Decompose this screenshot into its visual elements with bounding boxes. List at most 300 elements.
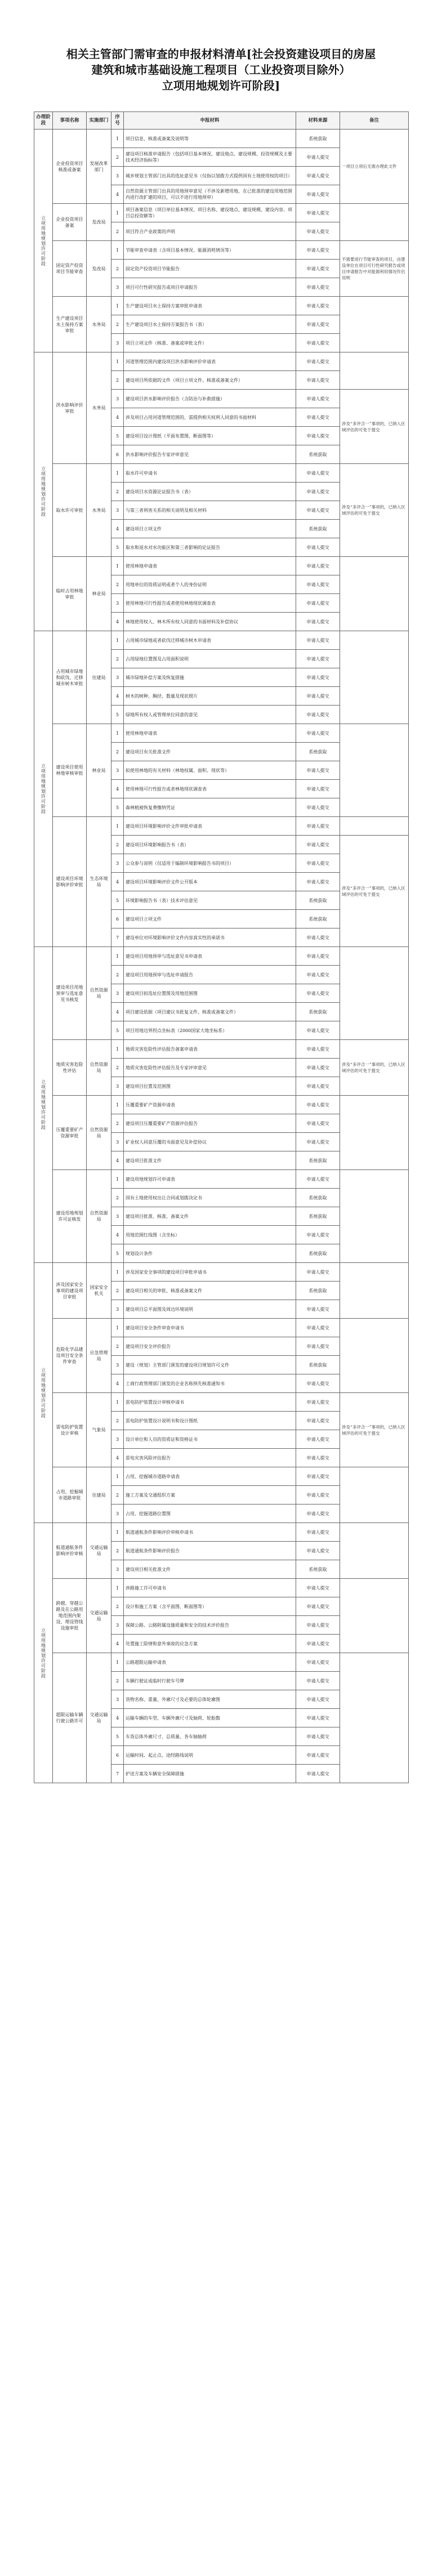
material-cell: 项目备案信息（项目单位基本情况、项目名称、建设地点、建设规模、建设内容、项目总投资额等） [124, 204, 296, 222]
material-cell: 树木的树种、胸径、数量及现状照片 [124, 687, 296, 706]
row-no: 2 [111, 1486, 124, 1504]
source-cell: 申请人提交 [296, 1263, 340, 1282]
row-no: 3 [111, 761, 124, 780]
header-stage: 办理阶段 [34, 112, 53, 130]
source-cell: 系统获取 [296, 1356, 340, 1374]
row-no: 1 [111, 1523, 124, 1542]
row-no: 1 [111, 1467, 124, 1486]
source-cell: 申请人提交 [296, 928, 340, 947]
table-row [34, 1319, 409, 1337]
material-cell: 建设项目用地预审与选址申请报告 [124, 966, 296, 984]
row-no: 4 [111, 1449, 124, 1467]
source-cell: 系统获取 [296, 1189, 340, 1207]
dept-cell: 水务局 [87, 297, 111, 352]
row-no: 5 [111, 538, 124, 557]
item-cell: 企业投资项目备案 [53, 204, 87, 241]
item-cell: 建设项目环境影响评价审批 [53, 817, 87, 947]
source-cell: 申请人提交 [296, 1040, 340, 1059]
material-cell: 建设项目设计图纸（平面布置图、断面图等） [124, 427, 296, 445]
material-cell: 地质灾害危险性评估报告及专家评审意见 [124, 1059, 296, 1077]
title-line-2: 建筑和城市基础设施工程项目（工业投资项目除外） [91, 63, 351, 77]
source-cell: 申请人提交 [296, 315, 340, 334]
source-cell: 申请人提交 [296, 204, 340, 222]
dept-cell: 发改局 [87, 241, 111, 297]
row-no: 1 [111, 557, 124, 575]
source-cell: 申请人提交 [296, 483, 340, 501]
row-no: 3 [111, 501, 124, 520]
table-row [34, 241, 409, 260]
source-cell: 申请人提交 [296, 1300, 340, 1319]
source-cell: 申请人提交 [296, 1393, 340, 1412]
source-cell: 申请人提交 [296, 966, 340, 984]
material-cell: 取水许可申请书 [124, 464, 296, 483]
row-no: 7 [111, 928, 124, 947]
row-no: 1 [111, 1579, 124, 1597]
row-no: 2 [111, 743, 124, 761]
material-cell: 项目可行性研究报告或项目申请报告 [124, 278, 296, 297]
material-cell: 用地范围红线图（含坐标） [124, 1226, 296, 1244]
row-no: 3 [111, 1133, 124, 1151]
row-no: 1 [111, 817, 124, 836]
dept-cell: 交通运输局 [87, 1579, 111, 1653]
remark-cell: 不需要进行节能审查的项目，由建设单位在项目可行性研究报告或项目申请报告中对能源利用情况作出说明 [340, 241, 409, 297]
row-no: 2 [111, 575, 124, 594]
row-no: 1 [111, 1170, 124, 1189]
material-cell: 环境影响报告书（表）技术评估意见 [124, 891, 296, 910]
title-line-1: 相关主管部门需审查的申报材料清单[社会投资建设项目的房屋 [66, 47, 376, 61]
material-cell: 与第三者利害关系的相关说明及相关材料 [124, 501, 296, 520]
material-cell: 建设项目所依据的文件（项目立项文件、核准或备案文件） [124, 371, 296, 390]
row-no: 2 [111, 1282, 124, 1300]
row-no: 3 [111, 1690, 124, 1709]
material-cell: 使用林地申请表 [124, 557, 296, 575]
item-cell: 占用城市绿地和砍伐、迁移城市树木审批 [53, 631, 87, 724]
source-cell: 申请人提交 [296, 501, 340, 520]
source-cell: 系统获取 [296, 743, 340, 761]
material-cell: 森林植被恢复费缴纳凭证 [124, 798, 296, 817]
material-cell: 航道通航条件影响评价审核申请书 [124, 1523, 296, 1542]
material-cell: 建设项目相关批准文件 [124, 1560, 296, 1579]
source-cell: 申请人提交 [296, 334, 340, 352]
remark-cell [340, 631, 409, 724]
material-cell: 运输车辆的车型、车辆外廓尺寸及轴荷、轮胎数 [124, 1709, 296, 1727]
material-cell: 建设项目核准申请报告（包括项目基本情况、建设地点、建设规模、投资规模及主要技术经济指标等） [124, 148, 296, 167]
material-cell: 项目立项文件（核准、备案或审批文件） [124, 334, 296, 352]
row-no: 3 [111, 278, 124, 297]
source-cell: 系统获取 [296, 1207, 340, 1226]
row-no: 3 [111, 1430, 124, 1449]
table-row [34, 631, 409, 650]
material-cell: 林地使用权人、林木所有权人同意的书面材料及补偿协议 [124, 613, 296, 631]
material-cell: 建设项目水资源论证报告书（表） [124, 483, 296, 501]
item-cell: 危险化学品建设项目安全条件审查 [53, 1319, 87, 1393]
row-no: 4 [111, 613, 124, 631]
source-cell: 申请人提交 [296, 222, 340, 241]
source-cell: 申请人提交 [296, 854, 340, 873]
material-cell: 涉及国家安全事项的建设项目审批申请书 [124, 1263, 296, 1282]
stage-label: 立项用地规划许可阶段 [41, 764, 46, 814]
dept-cell: 水务局 [87, 464, 111, 557]
material-cell: 建设项目批准、核准、备案文件 [124, 1207, 296, 1226]
row-no: 4 [111, 1151, 124, 1170]
source-cell: 申请人提交 [296, 1021, 340, 1040]
item-cell: 建设项目用地预审与选址意见书核发 [53, 947, 87, 1040]
source-cell: 申请人提交 [296, 687, 340, 706]
table-row [34, 1653, 409, 1672]
material-cell: 城乡规划主管部门出具的选址意见书（仅指以划拨方式提供国有土地使用权的项目） [124, 167, 296, 185]
material-cell: 运输时间、起止点、途经路线说明 [124, 1746, 296, 1765]
table-row [34, 1096, 409, 1114]
material-cell: 建设项目环境影响评价文件公开版本 [124, 873, 296, 891]
source-cell: 系统获取 [296, 130, 340, 148]
item-cell: 固定资产投资项目节能审查 [53, 241, 87, 297]
row-no: 5 [111, 706, 124, 724]
item-cell: 建设项目使用林地审核审批 [53, 724, 87, 817]
material-cell: 建设项目相关的审批、核准或备案文件 [124, 1282, 296, 1300]
material-cell: 建设项目批准文件 [124, 1151, 296, 1170]
row-no: 6 [111, 1746, 124, 1765]
row-no: 4 [111, 873, 124, 891]
row-no: 5 [111, 1021, 124, 1040]
source-cell: 申请人提交 [296, 761, 340, 780]
material-cell: 建设项目安全条件审查申请书 [124, 1319, 296, 1337]
remark-cell [340, 817, 409, 836]
remark-cell [340, 1170, 409, 1263]
document-title [34, 46, 408, 93]
row-no: 4 [111, 185, 124, 204]
row-no: 3 [111, 984, 124, 1003]
remark-cell: 一项目立项后无需办理此文件 [340, 130, 409, 204]
remark-cell [340, 1523, 409, 1579]
source-cell: 申请人提交 [296, 1597, 340, 1616]
material-cell: 护送方案及车辆安全保障措施 [124, 1765, 296, 1783]
row-no: 1 [111, 1096, 124, 1114]
material-cell: 固定资产投资项目节能报告 [124, 260, 296, 278]
row-no: 4 [111, 687, 124, 706]
row-no: 5 [111, 427, 124, 445]
material-cell: 处置施工险情和意外事故的应急方案 [124, 1635, 296, 1653]
material-cell: 矿业权人同意压覆的书面意见及补偿协议 [124, 1133, 296, 1151]
source-cell: 申请人提交 [296, 873, 340, 891]
row-no: 2 [111, 1672, 124, 1690]
remark-cell [340, 557, 409, 631]
header-item: 事项名称 [53, 112, 87, 130]
header-row [34, 112, 409, 130]
material-cell: 公众参与说明（仅适用于编制环境影响报告书的项目） [124, 854, 296, 873]
source-cell: 申请人提交 [296, 167, 340, 185]
row-no: 2 [111, 1189, 124, 1207]
row-no: 3 [111, 1077, 124, 1096]
source-cell: 申请人提交 [296, 575, 340, 594]
table-row [34, 557, 409, 575]
material-cell: 雷电防护装置设计说明书和设计图纸 [124, 1412, 296, 1430]
dept-cell: 应急管理局 [87, 1319, 111, 1393]
row-no: 6 [111, 910, 124, 928]
row-no: 2 [111, 260, 124, 278]
material-cell: 建设用地规划许可申请表 [124, 1170, 296, 1189]
remark-cell [340, 724, 409, 817]
material-cell: 车辆行驶证或临时行驶车号牌 [124, 1672, 296, 1690]
source-cell: 申请人提交 [296, 1765, 340, 1783]
material-cell: 建设项目安全评价报告 [124, 1337, 296, 1356]
source-cell: 系统获取 [296, 1244, 340, 1263]
remark-cell [340, 1263, 409, 1319]
material-cell: 涉路施工许可申请书 [124, 1579, 296, 1597]
source-cell: 申请人提交 [296, 1727, 340, 1746]
material-cell: 地质灾害危险性评估报告备案申请表 [124, 1040, 296, 1059]
table-row [34, 1170, 409, 1189]
row-no: 5 [111, 1727, 124, 1746]
dept-cell: 发展改革部门 [87, 130, 111, 204]
material-cell: 建设项目位置及范围图 [124, 1077, 296, 1096]
material-cell: 建设单位对环境影响评价文件内容真实性的承诺书 [124, 928, 296, 947]
material-cell: 建设项目压覆重要矿产资源评估报告 [124, 1114, 296, 1133]
source-cell: 申请人提交 [296, 1690, 340, 1709]
material-cell: 建设项目有关批准文件 [124, 743, 296, 761]
row-no: 4 [111, 1374, 124, 1393]
stage-cell [34, 1523, 53, 1783]
row-no: 1 [111, 724, 124, 743]
item-cell: 取水许可审批 [53, 464, 87, 557]
row-no: 2 [111, 371, 124, 390]
material-cell: 保障公路、公路附属设施质量和安全的技术评价报告 [124, 1616, 296, 1635]
material-cell: 建设项目拟选址位置图及用地范围图 [124, 984, 296, 1003]
source-cell: 系统获取 [296, 1560, 340, 1579]
remark-cell [340, 947, 409, 1040]
material-cell: 占用城市绿地或者砍伐迁移城市树木申请表 [124, 631, 296, 650]
source-cell: 申请人提交 [296, 947, 340, 966]
source-cell: 申请人提交 [296, 408, 340, 427]
material-cell: 使用林地申请表 [124, 724, 296, 743]
row-no: 5 [111, 798, 124, 817]
material-cell: 使用林地可行性报告或者使用林地现状调查表 [124, 594, 296, 613]
material-cell: 项目符合产业政策的声明 [124, 222, 296, 241]
dept-cell: 发改局 [87, 204, 111, 241]
dept-cell: 自然资源局 [87, 1170, 111, 1263]
dept-cell: 住建局 [87, 1467, 111, 1523]
row-no: 2 [111, 1412, 124, 1430]
source-cell: 系统获取 [296, 1282, 340, 1300]
source-cell: 系统获取 [296, 891, 340, 910]
item-cell: 建设用地规划许可证核发 [53, 1170, 87, 1263]
source-cell: 申请人提交 [296, 352, 340, 371]
row-no: 3 [111, 334, 124, 352]
row-no: 1 [111, 631, 124, 650]
source-cell: 申请人提交 [296, 241, 340, 260]
row-no: 1 [111, 241, 124, 260]
material-cell: 航道通航条件影响评价报告 [124, 1542, 296, 1560]
material-cell: 建设项目洪水影响评价报告（含防治与补救措施） [124, 390, 296, 408]
source-cell: 申请人提交 [296, 1114, 340, 1133]
material-cell: 货物名称、重量、外廓尺寸及必要的总体轮廓图 [124, 1690, 296, 1709]
source-cell: 申请人提交 [296, 724, 340, 743]
remark-cell: 涉及“多评合一”事项的，已纳入区域评估的可免于提交 [340, 836, 409, 947]
row-no: 2 [111, 836, 124, 854]
stage-cell [34, 947, 53, 1263]
header-remark: 备注 [340, 112, 409, 130]
material-cell: 占用、挖掘城市道路申请表 [124, 1467, 296, 1486]
row-no: 4 [111, 408, 124, 427]
item-cell: 地质灾害危险性评估 [53, 1040, 87, 1096]
material-cell: 设计和施工方案（含平面图、断面图等） [124, 1597, 296, 1616]
table-row [34, 297, 409, 315]
material-cell: 建设项目立项文件 [124, 520, 296, 538]
row-no: 2 [111, 650, 124, 668]
material-cell: 雷电灾害风险评估报告 [124, 1449, 296, 1467]
source-cell: 申请人提交 [296, 1635, 340, 1653]
remark-cell [340, 1096, 409, 1170]
dept-cell: 国家安全机关 [87, 1263, 111, 1319]
source-cell: 申请人提交 [296, 538, 340, 557]
source-cell: 申请人提交 [296, 1504, 340, 1523]
table-row [34, 352, 409, 371]
source-cell: 申请人提交 [296, 817, 340, 836]
dept-cell: 气象局 [87, 1393, 111, 1467]
row-no: 2 [111, 966, 124, 984]
source-cell: 申请人提交 [296, 1077, 340, 1096]
row-no: 1 [111, 1393, 124, 1412]
material-cell: 雷电防护装置设计审核申请书 [124, 1393, 296, 1412]
header-dept: 实施部门 [87, 112, 111, 130]
material-cell: 城市绿地补偿方案及恢复措施 [124, 668, 296, 687]
source-cell: 申请人提交 [296, 1170, 340, 1189]
row-no: 3 [111, 1504, 124, 1523]
source-cell: 申请人提交 [296, 371, 340, 390]
item-cell: 雷电防护装置设计审核 [53, 1393, 87, 1467]
item-cell: 生产建设项目水土保持方案审批 [53, 297, 87, 352]
row-no: 3 [111, 594, 124, 613]
source-cell: 申请人提交 [296, 1486, 340, 1504]
row-no: 2 [111, 483, 124, 501]
row-no: 1 [111, 1040, 124, 1059]
header-source: 材料来源 [296, 112, 340, 130]
source-cell: 申请人提交 [296, 464, 340, 483]
source-cell: 系统获取 [296, 445, 340, 464]
source-cell: 申请人提交 [296, 1374, 340, 1393]
source-cell: 申请人提交 [296, 668, 340, 687]
table-row [34, 204, 409, 222]
row-no: 3 [111, 1560, 124, 1579]
material-cell: 使用林地可行性报告或者林地现状调查表 [124, 780, 296, 798]
stage-cell [34, 352, 53, 631]
stage-label: 立项用地规划许可阶段 [41, 466, 46, 517]
source-cell: 系统获取 [296, 520, 340, 538]
table-row [34, 817, 409, 836]
item-cell: 洪水影响评价审批 [53, 352, 87, 464]
source-cell: 系统获取 [296, 910, 340, 928]
source-cell: 申请人提交 [296, 1616, 340, 1635]
row-no: 3 [111, 1356, 124, 1374]
remark-cell [340, 1319, 409, 1393]
remark-cell: 涉及“多评合一”事项的，已纳入区域评估的可免于提交 [340, 464, 409, 557]
row-no: 4 [111, 780, 124, 798]
row-no: 3 [111, 1616, 124, 1635]
dept-cell: 自然资源局 [87, 1040, 111, 1096]
dept-cell: 自然资源局 [87, 947, 111, 1040]
row-no: 6 [111, 445, 124, 464]
material-cell: 自然资源主管部门出具的用地预审意见（不涉及新增用地，在已批准的建设用地范围内进行改扩建的项目，可以不进行用地预审） [124, 185, 296, 204]
table-row [34, 1393, 409, 1412]
row-no: 4 [111, 1003, 124, 1021]
source-cell: 申请人提交 [296, 427, 340, 445]
source-cell: 申请人提交 [296, 297, 340, 315]
table-row [34, 1579, 409, 1597]
row-no: 3 [111, 854, 124, 873]
row-no: 7 [111, 1765, 124, 1783]
row-no: 2 [111, 222, 124, 241]
row-no: 1 [111, 1263, 124, 1282]
dept-cell: 交通运输局 [87, 1653, 111, 1783]
material-cell: 建设项目立项文件 [124, 910, 296, 928]
materials-table [34, 111, 409, 1783]
row-no: 4 [111, 1226, 124, 1244]
source-cell: 申请人提交 [296, 148, 340, 167]
source-cell: 系统获取 [296, 1003, 340, 1021]
item-cell: 压覆重要矿产资源审批 [53, 1096, 87, 1170]
row-no: 1 [111, 464, 124, 483]
source-cell: 申请人提交 [296, 1059, 340, 1077]
source-cell: 申请人提交 [296, 1449, 340, 1467]
row-no: 2 [111, 148, 124, 167]
dept-cell: 自然资源局 [87, 1096, 111, 1170]
material-cell: 建设项目总平面图及周边环境说明 [124, 1300, 296, 1319]
remark-cell [340, 297, 409, 352]
material-cell: 施工方案及交通组织方案 [124, 1486, 296, 1504]
row-no: 2 [111, 315, 124, 334]
materials-sheet [34, 111, 408, 2531]
source-cell: 申请人提交 [296, 836, 340, 854]
row-no: 2 [111, 1059, 124, 1077]
source-cell: 申请人提交 [296, 1430, 340, 1449]
material-cell: 项目建设依据（项目建议书批复文件、核准或备案文件） [124, 1003, 296, 1021]
material-cell: 设计单位和人员的资质证和资格证书 [124, 1430, 296, 1449]
material-cell: 压覆重要矿产资源申请表 [124, 1096, 296, 1114]
material-cell: 涉及项目占用河道管理范围的，需提供相关权利人同意的书面材料 [124, 408, 296, 427]
table-row [34, 1523, 409, 1542]
material-cell: 节能审查申请表（含项目基本情况、能源消耗情况等） [124, 241, 296, 260]
material-cell: 建设项目环境影响报告书（表） [124, 836, 296, 854]
row-no: 1 [111, 297, 124, 315]
material-cell: 国有土地使用权出让合同或划拨决定书 [124, 1189, 296, 1207]
row-no: 2 [111, 1542, 124, 1560]
source-cell: 申请人提交 [296, 650, 340, 668]
table-row [34, 1040, 409, 1059]
row-no: 5 [111, 891, 124, 910]
source-cell: 申请人提交 [296, 780, 340, 798]
material-cell: 取水和退水对水功能区和第三者影响的论证报告 [124, 538, 296, 557]
material-cell: 规划设计条件 [124, 1244, 296, 1263]
row-no: 1 [111, 1653, 124, 1672]
remark-cell [340, 352, 409, 390]
row-no: 1 [111, 352, 124, 371]
row-no: 3 [111, 167, 124, 185]
header-material: 申报材料 [124, 112, 296, 130]
item-cell: 企业投资项目核准或备案 [53, 130, 87, 204]
material-cell: 绿地所有权人或管理单位同意的意见 [124, 706, 296, 724]
source-cell: 申请人提交 [296, 1226, 340, 1244]
source-cell: 申请人提交 [296, 1133, 340, 1151]
source-cell: 申请人提交 [296, 1579, 340, 1597]
row-no: 3 [111, 668, 124, 687]
stage-cell [34, 631, 53, 947]
remark-cell [340, 1467, 409, 1523]
remark-cell: 涉及“多评合一”事项的，已纳入区域评估的可免于提交 [340, 1393, 409, 1467]
stage-cell [34, 130, 53, 352]
dept-cell: 水务局 [87, 352, 111, 464]
material-cell: 项目用地边界拐点坐标表（2000国家大地坐标系） [124, 1021, 296, 1040]
source-cell: 申请人提交 [296, 557, 340, 575]
material-cell: 用地单位的资质证明或者个人的身份证明 [124, 575, 296, 594]
